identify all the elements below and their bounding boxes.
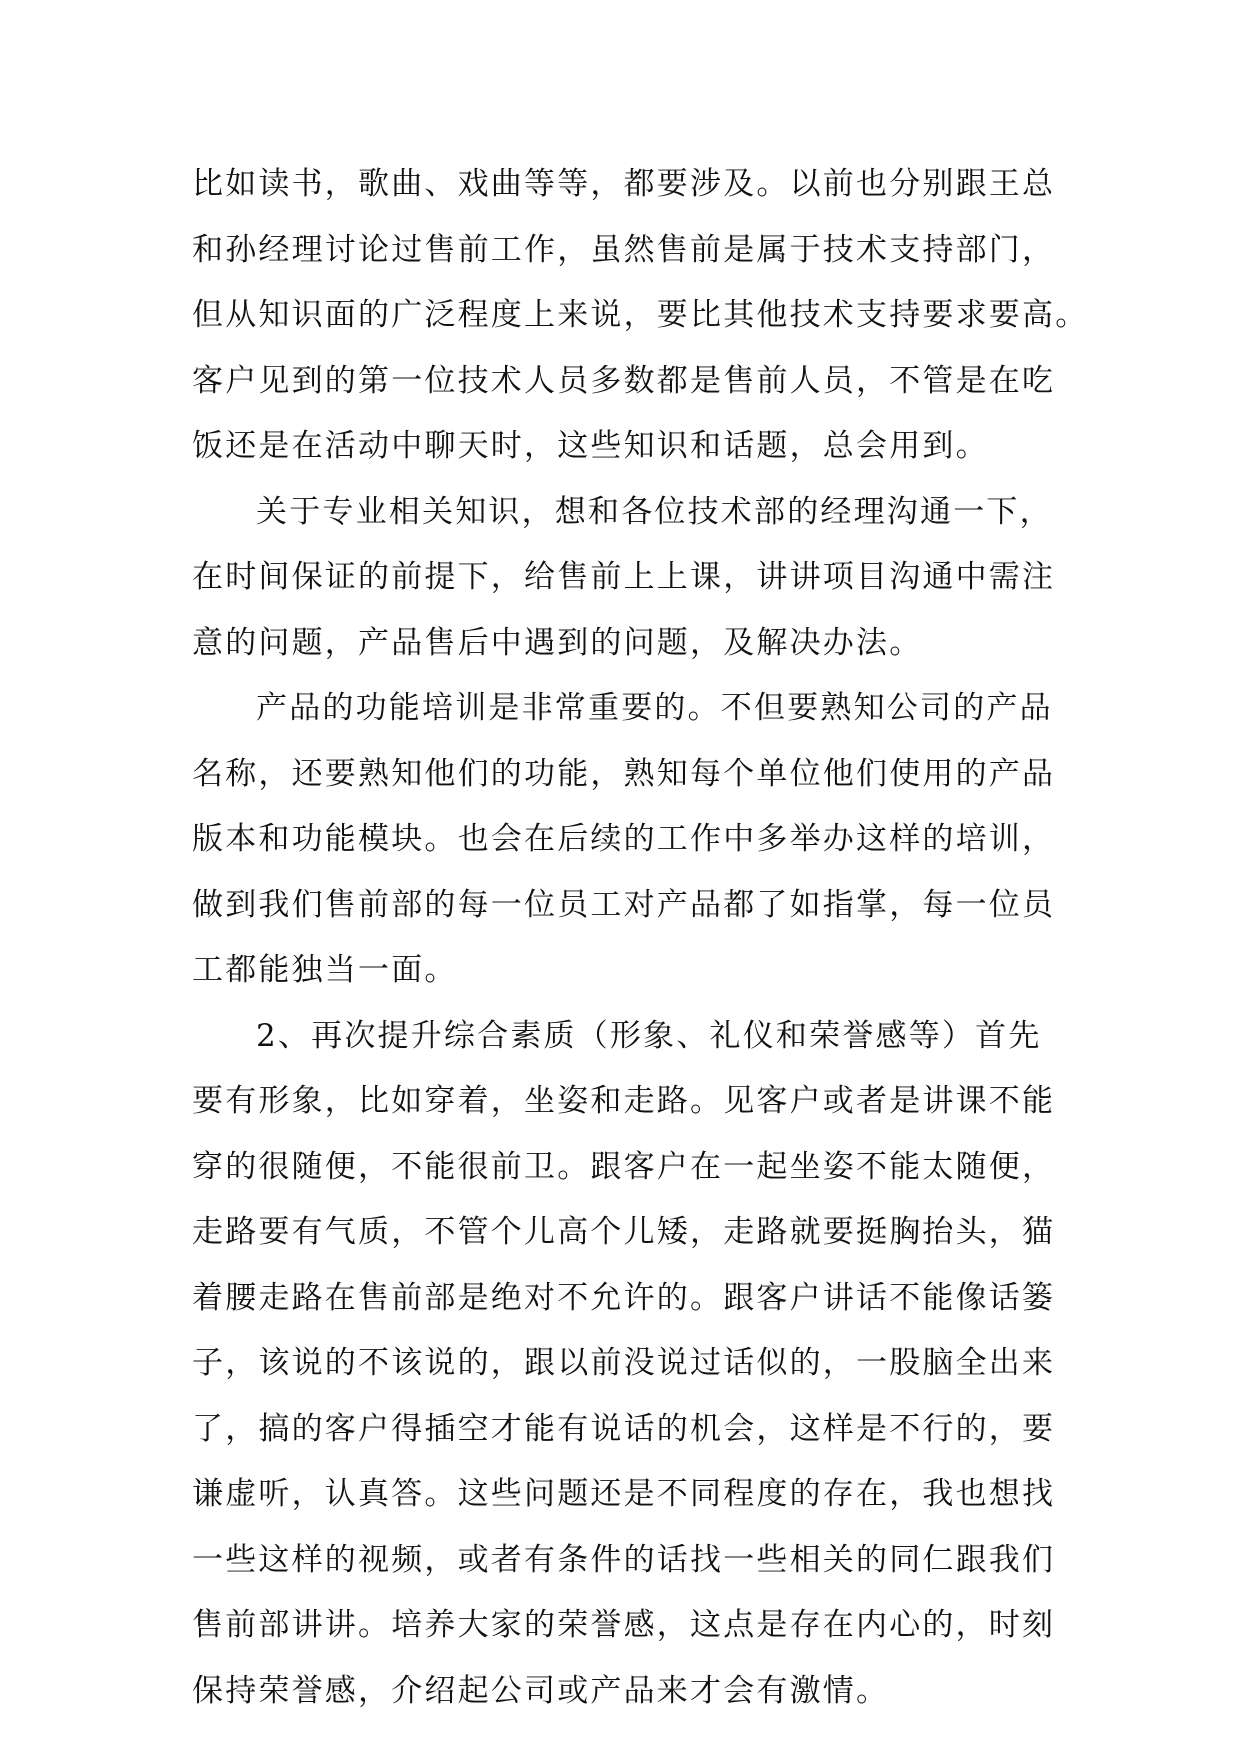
text-line: 了，搞的客户得插空才能有说话的机会，这样是不行的，要 [192,1410,1056,1447]
text-line: 客户见到的第一位技术人员多数都是售前人员，不管是在吃 [192,362,1056,399]
text-line: 版本和功能模块。也会在后续的工作中多举办这样的培训， [192,821,1056,857]
text-line: 和孙经理讨论过售前工作，虽然售前是属于技术支持部门， [192,231,1056,268]
document-body [192,162,1089,1734]
text-line: 但从知识面的广泛程度上来说，要比其他技术支持要求要高。 [192,297,1089,333]
text-line: 饭还是在活动中聊天时，这些知识和话题，总会用到。 [192,428,989,464]
paragraph-first-line: 产品的功能培训是非常重要的。不但要熟知公司的产品 [256,690,1053,726]
paragraph-first-line: 2、再次提升综合素质（形象、礼仪和荣誉感等）首先 [256,1017,1042,1054]
text-line: 名称，还要熟知他们的功能，熟知每个单位他们使用的产品 [192,755,1056,792]
text-line: 谦虚听，认真答。这些问题还是不同程度的存在，我也想找 [192,1476,1056,1512]
text-line: 比如读书，歌曲、戏曲等等，都要涉及。以前也分别跟王总 [192,166,1056,202]
text-line: 做到我们售前部的每一位员工对产品都了如指掌，每一位员 [192,886,1056,923]
text-line: 穿的很随便，不能很前卫。跟客户在一起坐姿不能太随便， [192,1148,1056,1185]
text-line: 着腰走路在售前部是绝对不允许的。跟客户讲话不能像话篓 [192,1279,1056,1316]
text-line: 在时间保证的前提下，给售前上上课，讲讲项目沟通中需注 [192,559,1056,595]
text-line: 意的问题，产品售后中遇到的问题，及解决办法。 [192,624,923,661]
paragraph-first-line: 关于专业相关知识，想和各位技术部的经理沟通一下， [256,493,1053,530]
text-line: 一些这样的视频，或者有条件的话找一些相关的同仁跟我们 [192,1541,1056,1578]
text-line: 要有形象，比如穿着，坐姿和走路。见客户或者是讲课不能 [192,1083,1056,1119]
text-line: 售前部讲讲。培养大家的荣誉感，这点是存在内心的，时刻 [192,1607,1056,1643]
text-line: 子，该说的不该说的，跟以前没说过话似的，一股脑全出来 [192,1345,1056,1381]
text-line: 走路要有气质，不管个儿高个儿矮，走路就要挺胸抬头，猫 [192,1214,1056,1250]
text-line: 保持荣誉感，介绍起公司或产品来才会有激情。 [192,1672,890,1709]
text-line: 工都能独当一面。 [192,952,458,988]
